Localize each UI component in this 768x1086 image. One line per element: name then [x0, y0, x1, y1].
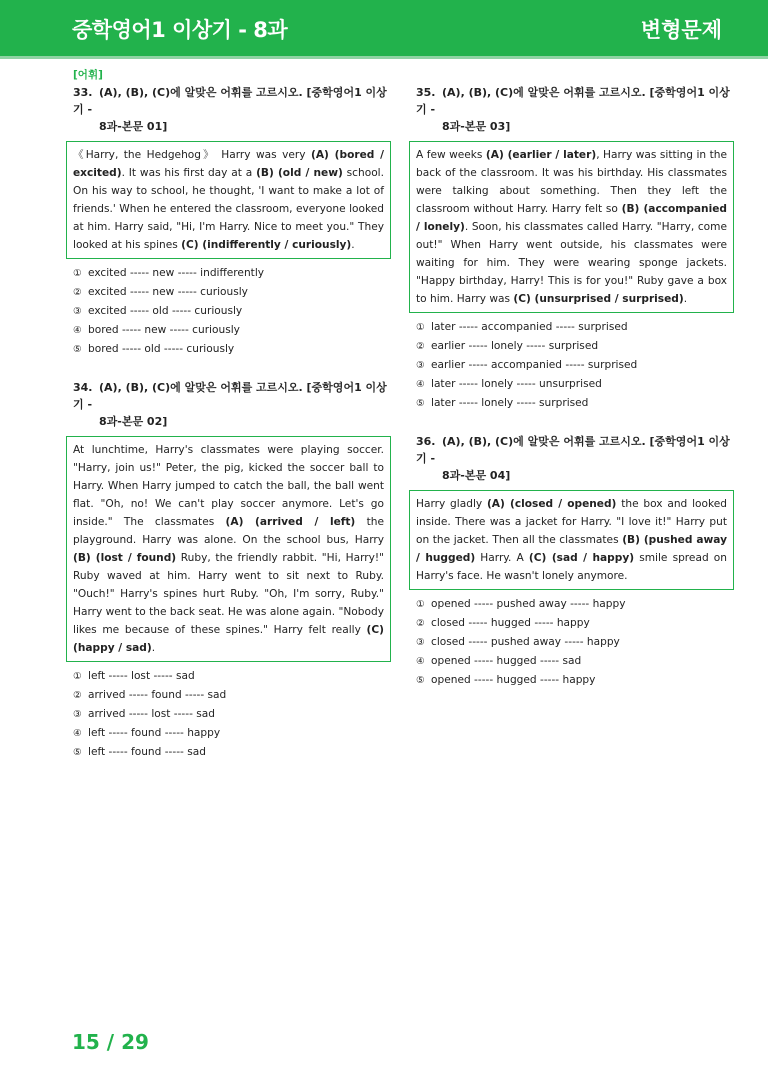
- question-36: [409, 433, 734, 690]
- answer-choices: [66, 264, 391, 359]
- question-prompt: (A), (B), (C)에 알맞은 어휘를 고르시오. [중학영어1 이상기 -: [416, 435, 730, 465]
- question-prompt: (A), (B), (C)에 알맞은 어휘를 고르시오. [중학영어1 이상기 -: [73, 381, 387, 411]
- choice-text: excited ----- new ----- curiously: [88, 286, 248, 298]
- choice-text: excited ----- new ----- indifferently: [88, 267, 265, 279]
- question-prompt: (A), (B), (C)에 알맞은 어휘를 고르시오. [중학영어1 이상기 -: [73, 86, 387, 116]
- answer-choice: [416, 375, 734, 394]
- choice-marker: ⑤: [416, 675, 425, 686]
- answer-choice: [416, 671, 734, 690]
- choice-marker: ⑤: [416, 398, 425, 409]
- left-column: [66, 84, 391, 762]
- answer-choice: [73, 340, 391, 359]
- choice-marker: ①: [73, 268, 82, 279]
- question-source: 8과-본문 01]: [99, 120, 168, 133]
- question-number: 35.: [416, 86, 436, 99]
- choice-marker: ④: [73, 325, 82, 336]
- choice-marker: ④: [416, 379, 425, 390]
- header-category: 변형문제: [640, 18, 722, 42]
- choice-marker: ②: [73, 287, 82, 298]
- question-source: 8과-본문 04]: [442, 469, 511, 482]
- choice-marker: ③: [73, 306, 82, 317]
- header-divider: [0, 56, 768, 59]
- answer-choice: [73, 724, 391, 743]
- question-number: 34.: [73, 381, 93, 394]
- question-passage: 《Harry, the Hedgehog》 Harry was very (A) (bored / excited). It was his first day at a (B) (old / new) school. On his way to school, he thought, 'I want to make a lot of friends.' When he entered the classroom, everyone looked at him. Harry said, "Hi, I'm Harry. Nice to meet you." They looked at his spines (C) (indifferently / curiously).: [66, 141, 391, 259]
- page-number: 15 / 29: [72, 1030, 149, 1054]
- choice-text: later ----- lonely ----- surprised: [431, 397, 589, 409]
- choice-text: opened ----- hugged ----- sad: [431, 655, 582, 667]
- answer-choice: [73, 264, 391, 283]
- answer-choice: [73, 283, 391, 302]
- choice-text: closed ----- hugged ----- happy: [431, 617, 590, 629]
- question-heading: [409, 433, 734, 484]
- choice-text: arrived ----- found ----- sad: [88, 689, 227, 701]
- question-source: 8과-본문 03]: [442, 120, 511, 133]
- choice-text: bored ----- old ----- curiously: [88, 343, 235, 355]
- choice-marker: ①: [73, 671, 82, 682]
- answer-choice: [73, 667, 391, 686]
- choice-text: left ----- lost ----- sad: [88, 670, 195, 682]
- answer-choice: [416, 595, 734, 614]
- choice-text: arrived ----- lost ----- sad: [88, 708, 216, 720]
- answer-choices: [66, 667, 391, 762]
- answer-choice: [73, 302, 391, 321]
- section-label: [어휘]: [73, 69, 103, 81]
- choice-text: excited ----- old ----- curiously: [88, 305, 243, 317]
- answer-choice: [416, 356, 734, 375]
- choice-marker: ③: [416, 637, 425, 648]
- answer-choice: [416, 337, 734, 356]
- question-34: [66, 379, 391, 762]
- answer-choice: [416, 318, 734, 337]
- choice-text: opened ----- pushed away ----- happy: [431, 598, 626, 610]
- answer-choices: [409, 595, 734, 690]
- question-33: [66, 84, 391, 359]
- choice-marker: ②: [73, 690, 82, 701]
- answer-choice: [73, 743, 391, 762]
- choice-marker: ①: [416, 599, 425, 610]
- answer-choice: [73, 686, 391, 705]
- choice-marker: ②: [416, 341, 425, 352]
- choice-text: opened ----- hugged ----- happy: [431, 674, 596, 686]
- choice-text: left ----- found ----- sad: [88, 746, 206, 758]
- answer-choice: [73, 321, 391, 340]
- choice-text: left ----- found ----- happy: [88, 727, 221, 739]
- question-number: 36.: [416, 435, 436, 448]
- page-header: [0, 0, 768, 56]
- question-passage: At lunchtime, Harry's classmates were playing soccer. "Harry, join us!" Peter, the pig, kicked the soccer ball to Harry. When Harry jumped to catch the ball, the ball went flat. "Oh, no! We can't play soccer anymore. Let's go inside." The classmates (A) (arrived / left) the playground. Harry was alone. On the school bus, Harry (B) (lost / found) Ruby, the friendly rabbit. "Hi, Harry!" Ruby waved at him. Harry went to sit next to Ruby. "Ouch!" Harry's spines hurt Ruby. "Oh, I'm sorry, Ruby." Harry went to the back seat. He was alone again. "Nobody likes me because of these spines." Harry felt really (C) (happy / sad).: [66, 436, 391, 662]
- choice-text: later ----- lonely ----- unsurprised: [431, 378, 602, 390]
- question-passage: Harry gladly (A) (closed / opened) the box and looked inside. There was a jacket for Harry. "I love it!" Harry put on the jacket. Then all the classmates (B) (pushed away / hugged) Harry. A (C) (sad / happy) smile spread on Harry's face. He wasn't lonely anymore.: [409, 490, 734, 590]
- answer-choice: [416, 394, 734, 413]
- choice-marker: ①: [416, 322, 425, 333]
- choice-marker: ⑤: [73, 344, 82, 355]
- choice-text: closed ----- pushed away ----- happy: [431, 636, 620, 648]
- choice-text: later ----- accompanied ----- surprised: [431, 321, 628, 333]
- choice-text: earlier ----- accompanied ----- surprised: [431, 359, 638, 371]
- choice-text: bored ----- new ----- curiously: [88, 324, 240, 336]
- page-title: 중학영어1 이상기 - 8과: [72, 18, 288, 42]
- choice-marker: ③: [73, 709, 82, 720]
- choice-marker: ④: [73, 728, 82, 739]
- question-35: [409, 84, 734, 413]
- answer-choice: [416, 652, 734, 671]
- answer-choice: [73, 705, 391, 724]
- question-heading: [409, 84, 734, 135]
- choice-marker: ②: [416, 618, 425, 629]
- answer-choice: [416, 633, 734, 652]
- question-source: 8과-본문 02]: [99, 415, 168, 428]
- choice-marker: ③: [416, 360, 425, 371]
- choice-marker: ⑤: [73, 747, 82, 758]
- question-number: 33.: [73, 86, 93, 99]
- choice-marker: ④: [416, 656, 425, 667]
- right-column: [409, 84, 734, 690]
- answer-choices: [409, 318, 734, 413]
- question-prompt: (A), (B), (C)에 알맞은 어휘를 고르시오. [중학영어1 이상기 -: [416, 86, 730, 116]
- choice-text: earlier ----- lonely ----- surprised: [431, 340, 599, 352]
- question-passage: A few weeks (A) (earlier / later), Harry was sitting in the back of the classroom. It was his birthday. His classmates were talking about something. Then they left the classroom without Harry. Harry felt so (B) (accompanied / lonely). Soon, his classmates called Harry. "Harry, come out!" When Harry went outside, his classmates were waiting for him. They were wearing sponge jackets. "Happy birthday, Harry! This is for you!" Ruby gave a box to him. Harry was (C) (unsurprised / surprised).: [409, 141, 734, 313]
- question-heading: [66, 84, 391, 135]
- answer-choice: [416, 614, 734, 633]
- question-heading: [66, 379, 391, 430]
